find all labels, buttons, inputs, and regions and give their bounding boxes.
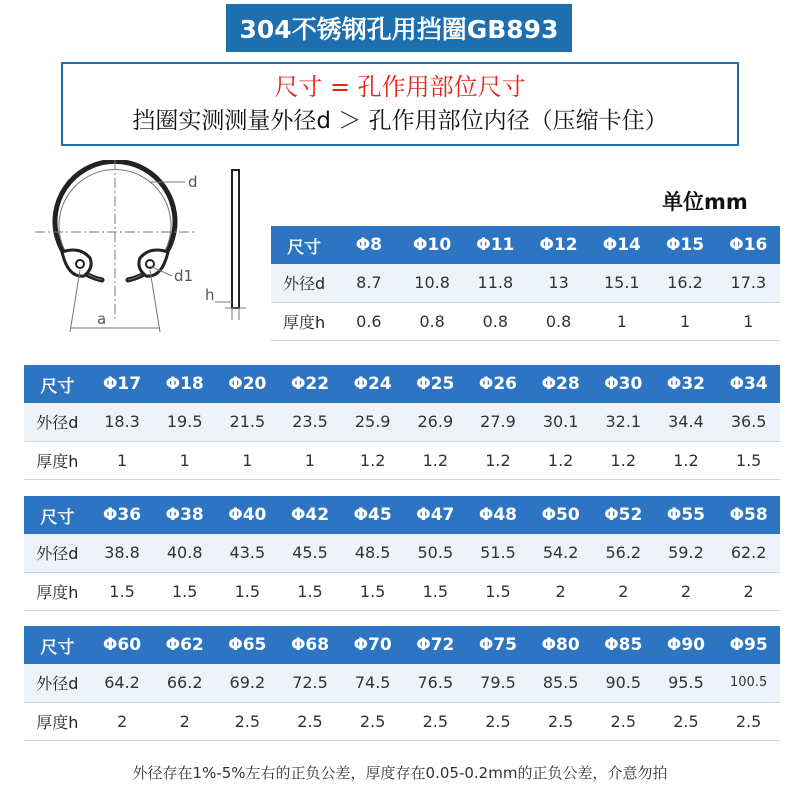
- outer-diameter-row: [24, 664, 780, 702]
- size-cell: Φ52: [592, 496, 655, 534]
- size-cell: Φ60: [91, 626, 154, 664]
- size-cell: Φ55: [655, 496, 718, 534]
- size-cell: Φ75: [467, 626, 530, 664]
- spec-table-4: [24, 626, 780, 741]
- thickness-cell: 1: [717, 302, 780, 340]
- size-cell: Φ10: [400, 226, 463, 264]
- size-row: [24, 626, 780, 664]
- title-banner: 304不锈钢孔用挡圈GB893: [226, 4, 572, 52]
- size-row: [271, 226, 780, 264]
- size-cell: Φ70: [341, 626, 404, 664]
- outer-diameter-cell: 32.1: [592, 403, 655, 441]
- footer-note: 外径存在1%-5%左右的正负公差，厚度存在0.05-0.2mm的正负公差，介意勿拍: [132, 764, 668, 782]
- outer-diameter-cell: 51.5: [467, 534, 530, 572]
- row-label: 外径d: [24, 403, 91, 441]
- thickness-cell: 1: [653, 302, 716, 340]
- size-cell: Φ58: [717, 496, 780, 534]
- outer-diameter-cell: 48.5: [341, 534, 404, 572]
- size-cell: Φ48: [467, 496, 530, 534]
- outer-diameter-cell: 30.1: [529, 403, 592, 441]
- row-label: 尺寸: [24, 626, 91, 664]
- outer-diameter-cell: 59.2: [655, 534, 718, 572]
- thickness-cell: 1: [91, 441, 154, 479]
- size-cell: Φ47: [404, 496, 467, 534]
- size-cell: Φ26: [467, 365, 530, 403]
- size-cell: Φ40: [216, 496, 279, 534]
- note-line-2: 挡圈实测测量外径d ＞ 孔作用部位内径（压缩卡住）: [132, 108, 668, 134]
- outer-diameter-cell: 76.5: [404, 664, 467, 702]
- size-cell: Φ32: [655, 365, 718, 403]
- label-h: h: [205, 286, 215, 304]
- size-cell: Φ90: [655, 626, 718, 664]
- outer-diameter-cell: 72.5: [279, 664, 342, 702]
- thickness-cell: 1.5: [216, 572, 279, 610]
- row-label: 外径d: [24, 534, 91, 572]
- note-line-1: 尺寸 = 孔作用部位尺寸: [274, 73, 526, 101]
- thickness-cell: 2: [655, 572, 718, 610]
- thickness-cell: 1.5: [717, 441, 780, 479]
- row-label: 厚度h: [271, 302, 337, 340]
- size-cell: Φ17: [91, 365, 154, 403]
- outer-diameter-row: [24, 403, 780, 441]
- thickness-cell: 0.8: [464, 302, 527, 340]
- thickness-cell: 1.5: [91, 572, 154, 610]
- size-cell: Φ25: [404, 365, 467, 403]
- size-cell: Φ38: [153, 496, 216, 534]
- row-label: 厚度h: [24, 572, 91, 610]
- thickness-cell: 1.2: [404, 441, 467, 479]
- size-cell: Φ68: [279, 626, 342, 664]
- retaining-ring-diagram: [10, 160, 265, 350]
- thickness-cell: 0.8: [400, 302, 463, 340]
- outer-diameter-cell: 27.9: [467, 403, 530, 441]
- size-cell: Φ62: [153, 626, 216, 664]
- size-row: [24, 365, 780, 403]
- thickness-cell: 1.5: [341, 572, 404, 610]
- thickness-row: [271, 302, 780, 340]
- thickness-cell: 2.5: [717, 702, 780, 740]
- thickness-cell: 2.5: [341, 702, 404, 740]
- note-box: [61, 62, 739, 146]
- size-cell: Φ28: [529, 365, 592, 403]
- row-label: 尺寸: [24, 496, 91, 534]
- thickness-cell: 1.2: [341, 441, 404, 479]
- thickness-cell: 2: [592, 572, 655, 610]
- thickness-cell: 1.5: [404, 572, 467, 610]
- lug-hole-left: [76, 260, 84, 268]
- outer-diameter-cell: 79.5: [467, 664, 530, 702]
- thickness-cell: 1: [590, 302, 653, 340]
- outer-diameter-cell: 95.5: [655, 664, 718, 702]
- outer-diameter-cell: 23.5: [279, 403, 342, 441]
- size-cell: Φ20: [216, 365, 279, 403]
- thickness-cell: 0.8: [527, 302, 590, 340]
- side-view-plate: [232, 170, 239, 308]
- outer-diameter-cell: 25.9: [341, 403, 404, 441]
- outer-diameter-cell: 34.4: [655, 403, 718, 441]
- thickness-cell: 2: [153, 702, 216, 740]
- thickness-row: [24, 702, 780, 740]
- size-cell: Φ8: [337, 226, 400, 264]
- outer-diameter-cell: 18.3: [91, 403, 154, 441]
- thickness-cell: 2.5: [216, 702, 279, 740]
- outer-diameter-cell: 74.5: [341, 664, 404, 702]
- spec-table-3: [24, 496, 780, 611]
- thickness-cell: 2.5: [467, 702, 530, 740]
- outer-diameter-cell: 36.5: [717, 403, 780, 441]
- row-label: 外径d: [24, 664, 91, 702]
- outer-diameter-cell: 54.2: [529, 534, 592, 572]
- thickness-cell: 2: [717, 572, 780, 610]
- thickness-row: [24, 441, 780, 479]
- outer-diameter-cell: 17.3: [717, 264, 780, 302]
- label-d1: d1: [174, 267, 194, 285]
- thickness-cell: 2.5: [655, 702, 718, 740]
- thickness-cell: 2.5: [279, 702, 342, 740]
- size-cell: Φ12: [527, 226, 590, 264]
- size-cell: Φ65: [216, 626, 279, 664]
- outer-diameter-cell: 69.2: [216, 664, 279, 702]
- outer-diameter-row: [24, 534, 780, 572]
- spec-table-2: [24, 365, 780, 480]
- size-cell: Φ85: [592, 626, 655, 664]
- outer-diameter-cell: 90.5: [592, 664, 655, 702]
- outer-diameter-cell: 45.5: [279, 534, 342, 572]
- thickness-cell: 1.2: [467, 441, 530, 479]
- size-cell: Φ45: [341, 496, 404, 534]
- outer-diameter-cell: 64.2: [91, 664, 154, 702]
- unit-label: 单位mm: [662, 190, 748, 214]
- size-cell: Φ80: [529, 626, 592, 664]
- row-label: 尺寸: [24, 365, 91, 403]
- outer-diameter-cell: 15.1: [590, 264, 653, 302]
- label-a: a: [97, 310, 107, 328]
- size-cell: Φ30: [592, 365, 655, 403]
- thickness-cell: 1.2: [655, 441, 718, 479]
- thickness-cell: 1.2: [529, 441, 592, 479]
- size-row: [24, 496, 780, 534]
- size-cell: Φ22: [279, 365, 342, 403]
- outer-diameter-cell: 40.8: [153, 534, 216, 572]
- row-label: 尺寸: [271, 226, 337, 264]
- thickness-cell: 2: [529, 572, 592, 610]
- size-cell: Φ16: [717, 226, 780, 264]
- size-cell: Φ50: [529, 496, 592, 534]
- outer-diameter-cell: 100.5: [717, 664, 780, 702]
- outer-diameter-row: [271, 264, 780, 302]
- thickness-row: [24, 572, 780, 610]
- outer-diameter-cell: 16.2: [653, 264, 716, 302]
- thickness-cell: 2.5: [529, 702, 592, 740]
- thickness-cell: 1.5: [467, 572, 530, 610]
- row-label: 厚度h: [24, 702, 91, 740]
- thickness-cell: 2.5: [592, 702, 655, 740]
- outer-diameter-cell: 19.5: [153, 403, 216, 441]
- thickness-cell: 1.2: [592, 441, 655, 479]
- outer-diameter-cell: 13: [527, 264, 590, 302]
- spec-table-1: [271, 226, 780, 341]
- row-label: 厚度h: [24, 441, 91, 479]
- thickness-cell: 1: [153, 441, 216, 479]
- size-cell: Φ36: [91, 496, 154, 534]
- size-cell: Φ95: [717, 626, 780, 664]
- thickness-cell: 1: [216, 441, 279, 479]
- thickness-cell: 2.5: [404, 702, 467, 740]
- size-cell: Φ24: [341, 365, 404, 403]
- size-cell: Φ14: [590, 226, 653, 264]
- outer-diameter-cell: 26.9: [404, 403, 467, 441]
- outer-diameter-cell: 50.5: [404, 534, 467, 572]
- outer-diameter-cell: 21.5: [216, 403, 279, 441]
- row-label: 外径d: [271, 264, 337, 302]
- outer-diameter-cell: 8.7: [337, 264, 400, 302]
- thickness-cell: 1.5: [279, 572, 342, 610]
- thickness-cell: 1: [279, 441, 342, 479]
- outer-diameter-cell: 11.8: [464, 264, 527, 302]
- size-cell: Φ42: [279, 496, 342, 534]
- outer-diameter-cell: 66.2: [153, 664, 216, 702]
- thickness-cell: 2: [91, 702, 154, 740]
- label-d: d: [188, 173, 198, 191]
- size-cell: Φ72: [404, 626, 467, 664]
- thickness-cell: 1.5: [153, 572, 216, 610]
- size-cell: Φ18: [153, 365, 216, 403]
- outer-diameter-cell: 10.8: [400, 264, 463, 302]
- outer-diameter-cell: 56.2: [592, 534, 655, 572]
- outer-diameter-cell: 85.5: [529, 664, 592, 702]
- size-cell: Φ34: [717, 365, 780, 403]
- outer-diameter-cell: 43.5: [216, 534, 279, 572]
- thickness-cell: 0.6: [337, 302, 400, 340]
- outer-diameter-cell: 62.2: [717, 534, 780, 572]
- size-cell: Φ15: [653, 226, 716, 264]
- outer-diameter-cell: 38.8: [91, 534, 154, 572]
- size-cell: Φ11: [464, 226, 527, 264]
